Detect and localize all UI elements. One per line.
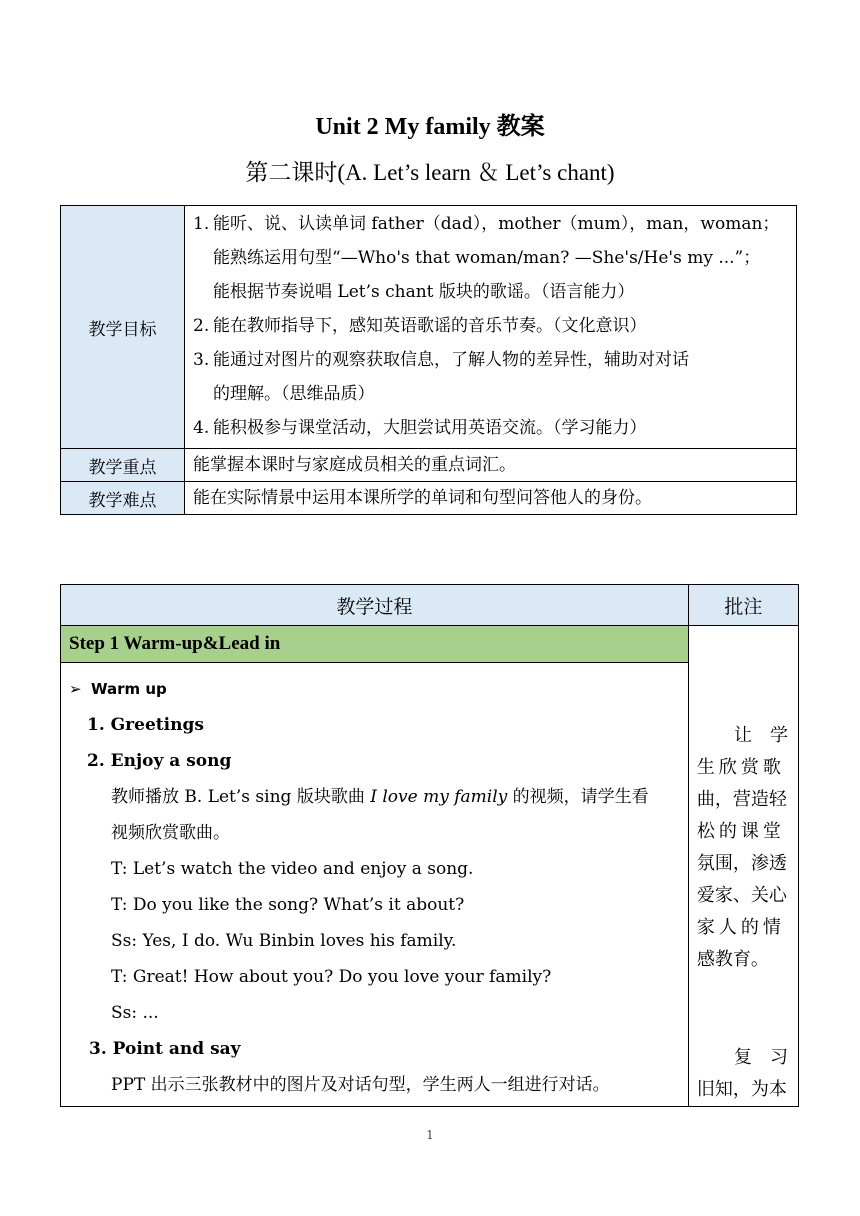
- page-number: 1: [426, 1128, 434, 1142]
- objectives-table: [60, 205, 797, 515]
- step1-title: Step 1 Warm-up&Lead in: [61, 626, 689, 663]
- objective-line: 能积极参与课堂活动，大胆尝试用英语交流。（学习能力）: [213, 418, 647, 438]
- objective-line: 能根据节奏说唱 Let’s chant 版块的歌谣。（语言能力）: [213, 282, 635, 302]
- process-header: 教学过程: [61, 585, 689, 626]
- warmup-title: Warm up: [91, 680, 167, 698]
- note-line: 让 学: [734, 725, 788, 746]
- arrow-bullet-icon: ➢: [69, 680, 82, 698]
- note-line: 生欣赏歌: [696, 757, 785, 778]
- objective-number: 3.: [193, 350, 210, 370]
- note-warmup: [689, 626, 798, 976]
- step-row: [61, 626, 799, 663]
- notes-cell: [688, 626, 798, 1107]
- notes-header: 批注: [688, 585, 798, 626]
- objective-text: [213, 309, 790, 343]
- objective-line: 能在教师指导下，感知英语歌谣的音乐节奏。（文化意识）: [213, 316, 647, 336]
- key-points-row: [61, 449, 797, 482]
- note-line: 家人的情: [696, 917, 785, 938]
- objective-number: 4.: [193, 418, 210, 438]
- objective-line: 能熟练运用句型“—Who's that woman/man? —She's/He's my ...”；: [213, 248, 761, 268]
- objective-item: [193, 343, 790, 411]
- point-say-description: PPT 出示三张教材中的图片及对话句型，学生两人一组进行对话。: [111, 1075, 610, 1095]
- objective-item: [193, 309, 790, 343]
- objective-line: 能通过对图片的观察获取信息，了解人物的差异性，辅助对对话: [213, 350, 689, 370]
- process-content: [61, 663, 689, 1107]
- dialog-line: Ss: Yes, I do. Wu Binbin loves his family.: [111, 931, 457, 951]
- difficult-points-row: [61, 482, 797, 515]
- song-desc-part: 的视频，请学生看: [507, 787, 649, 807]
- note-line: 感教育。: [696, 949, 769, 970]
- objectives-content: [185, 206, 797, 449]
- objective-line: 能听、说、认读单词 father（dad），mother（mum），man，woman；: [213, 214, 780, 234]
- warmup-heading: [69, 671, 682, 707]
- objective-number: 2.: [193, 316, 210, 336]
- objectives-row: [61, 206, 797, 449]
- dialog-line: Ss: ...: [111, 1003, 159, 1023]
- page-subtitle: 第二课时(A. Let’s learn ＆ Let’s chant): [245, 160, 615, 185]
- key-points-text: 能掌握本课时与家庭成员相关的重点词汇。: [185, 449, 797, 482]
- objective-line: 的理解。（思维品质）: [213, 384, 375, 404]
- objective-number: 1.: [193, 214, 210, 234]
- objective-text: [213, 411, 790, 445]
- note-line: 松的课堂: [696, 821, 785, 842]
- process-table: [60, 584, 799, 1107]
- page-title: Unit 2 My family 教案: [315, 114, 545, 140]
- song-description: [69, 779, 682, 815]
- objective-item: [193, 207, 790, 309]
- note-line: 氛围，渗透: [696, 853, 787, 874]
- item-point-say: 3. Point and say: [89, 1039, 241, 1059]
- process-header-row: [61, 585, 799, 626]
- objective-item: [193, 411, 790, 445]
- difficult-points-text: 能在实际情景中运用本课所学的单词和句型问答他人的身份。: [185, 482, 797, 515]
- dialog-line: T: Let’s watch the video and enjoy a song.: [111, 859, 474, 879]
- key-points-label: 教学重点: [61, 449, 185, 482]
- note-line: 复 习: [734, 1047, 788, 1068]
- dialog-line: T: Great! How about you? Do you love your family?: [111, 967, 552, 987]
- item-greetings: 1. Greetings: [87, 715, 204, 735]
- item-enjoy-song: 2. Enjoy a song: [87, 751, 232, 771]
- note-line: 爱家、关心: [696, 885, 787, 906]
- song-description-cont: 视频欣赏歌曲。: [111, 823, 230, 843]
- objective-text: [213, 343, 790, 411]
- process-content-row: [61, 663, 799, 1107]
- song-name: I love my family: [370, 787, 508, 807]
- note-line: 旧知，为本: [696, 1079, 787, 1100]
- objective-text: [213, 207, 790, 309]
- song-desc-part: 教师播放 B. Let’s sing 版块歌曲: [111, 787, 371, 807]
- objectives-label: 教学目标: [61, 206, 185, 449]
- dialog-line: T: Do you like the song? What’s it about?: [111, 895, 465, 915]
- note-review: [689, 976, 798, 1106]
- note-line: 曲，营造轻: [696, 789, 787, 810]
- difficult-points-label: 教学难点: [61, 482, 185, 515]
